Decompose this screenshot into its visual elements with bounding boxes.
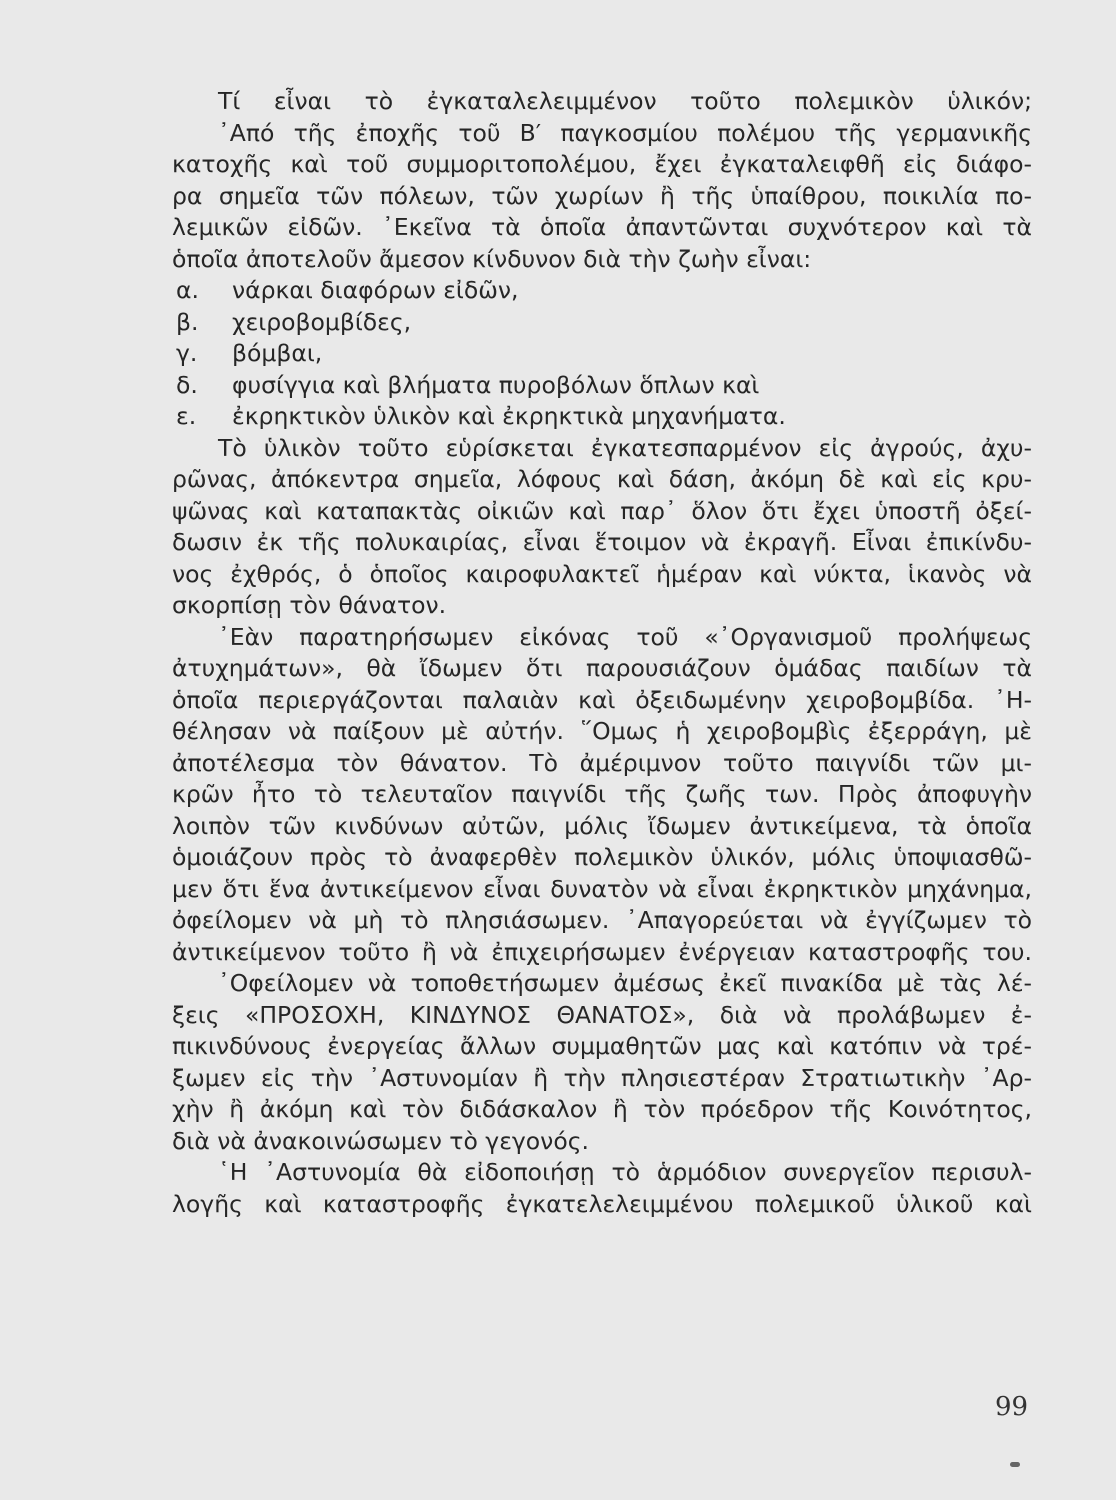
list-item-text: χειροβομβίδες, xyxy=(232,307,412,336)
text-line: νος ἐχθρός, ὁ ὁποῖος καιροφυλακτεῖ ἡμέραν καὶ νύκτα, ἱκανὸς νὰ xyxy=(172,559,1032,588)
text-line: διὰ νὰ ἀνακοινώσωμεν τὸ γεγονός. xyxy=(172,1126,589,1155)
list-item xyxy=(172,370,1032,402)
list-item-text: φυσίγγια καὶ βλήματα πυροβόλων ὅπλων καὶ xyxy=(232,370,760,399)
text-line: πικινδύνους ἐνεργείας ἄλλων συμμαθητῶν μας καὶ κατόπιν νὰ τρέ- xyxy=(172,1032,1032,1060)
text-line: λογῆς καὶ καταστροφῆς ἐγκατελελειμμένου πολεμικοῦ ὑλικοῦ καὶ xyxy=(172,1189,1032,1218)
text-line: δωσιν ἐκ τῆς πολυκαιρίας, εἶναι ἕτοιμον νὰ ἐκραγῆ. Εἶναι ἐπικίνδυ- xyxy=(172,528,1032,556)
text-line: ῾Η ᾽Αστυνομία θὰ εἰδοποιήσῃ τὸ ἁρμόδιον συνεργεῖον περισυλ- xyxy=(218,1158,1032,1186)
list-item-text: ἐκρηκτικὸν ὑλικὸν καὶ ἐκρηκτικὰ μηχανήματα. xyxy=(232,402,786,430)
text-line: ᾽Εὰν παρατηρήσωμεν εἰκόνας τοῦ «᾽Οργανισμοῦ προλήψεως xyxy=(218,622,1032,651)
list-marker: ε. xyxy=(176,402,197,430)
text-line: κρῶν ἦτο τὸ τελευταῖον παιγνίδι τῆς ζωῆς των. Πρὸς ἀποφυγὴν xyxy=(172,780,1032,808)
text-line: Τὸ ὑλικὸν τοῦτο εὑρίσκεται ἐγκατεσπαρμένον εἰς ἀγρούς, ἀχυ- xyxy=(218,433,1032,462)
list-marker: α. xyxy=(176,276,199,304)
text-line: ψῶνας καὶ καταπακτὰς οἰκιῶν καὶ παρ᾽ ὅλον ὅτι ἔχει ὑποστῆ ὀξεί- xyxy=(172,496,1032,525)
list-marker: γ. xyxy=(176,339,198,367)
text-line: λοιπὸν τῶν κινδύνων αὐτῶν, μόλις ἴδωμεν ἀντικείμενα, τὰ ὁποῖα xyxy=(172,811,1032,840)
text-line: ρῶνας, ἀπόκεντρα σημεῖα, λόφους καὶ δάση, ἀκόμη δὲ καὶ εἰς κρυ- xyxy=(172,465,1032,493)
list-item-text: βόμβαι, xyxy=(232,339,323,367)
text-line: ἀντικείμενον τοῦτο ἢ νὰ ἐπιχειρήσωμεν ἐνέργειαν καταστροφῆς του. xyxy=(172,937,1032,966)
text-line: θέλησαν νὰ παίξουν μὲ αὐτήν. ῞Ομως ἡ χειροβομβὶς ἐξερράγη, μὲ xyxy=(172,717,1032,745)
text-line: ἀτυχημάτων», θὰ ἴδωμεν ὅτι παρουσιάζουν ὁμάδας παιδίων τὰ xyxy=(172,654,1032,682)
text-line: ὁμοιάζουν πρὸς τὸ ἀναφερθὲν πολεμικὸν ὑλικόν, μόλις ὑποψιασθῶ- xyxy=(172,843,1032,871)
text-line: ὁποῖα ἀποτελοῦν ἄμεσον κίνδυνον διὰ τὴν ζωὴν εἶναι: xyxy=(172,244,812,273)
list-marker: β. xyxy=(176,307,199,336)
text-line: ὀφείλομεν νὰ μὴ τὸ πλησιάσωμεν. ᾽Απαγορεύεται νὰ ἐγγίζωμεν τὸ xyxy=(172,906,1032,934)
text-line: ἀποτέλεσμα τὸν θάνατον. Τὸ ἀμέριμνον τοῦτο παιγνίδι τῶν μι- xyxy=(172,748,1032,777)
text-line: ξεις «ΠΡΟΣΟΧΗ, ΚΙΝΔΥΝΟΣ ΘΑΝΑΤΟΣ», διὰ νὰ προλάβωμεν ἐ- xyxy=(172,1000,1032,1029)
text-line: σκορπίσῃ τὸν θάνατον. xyxy=(172,591,447,619)
list-item xyxy=(172,338,1032,370)
list-item xyxy=(172,275,1032,307)
text-line: ξωμεν εἰς τὴν ᾽Αστυνομίαν ἢ τὴν πλησιεστέραν Στρατιωτικὴν ᾽Αρ- xyxy=(172,1063,1032,1092)
list-item xyxy=(172,401,1032,433)
text-line: Τί εἶναι τὸ ἐγκαταλελειμμένον τοῦτο πολεμικὸν ὑλικόν; xyxy=(218,87,1032,115)
list-marker: δ. xyxy=(176,370,198,399)
text-line: χὴν ἢ ἀκόμη καὶ τὸν διδάσκαλον ἢ τὸν πρόεδρον τῆς Κοινότητος, xyxy=(172,1095,1032,1123)
text-line: μεν ὅτι ἕνα ἀντικείμενον εἶναι δυνατὸν νὰ εἶναι ἐκρηκτικὸν μηχάνημα, xyxy=(172,874,1032,903)
text-line: κατοχῆς καὶ τοῦ συμμοριτοπολέμου, ἔχει ἐγκαταλειφθῆ εἰς διάφο- xyxy=(172,150,1032,178)
body-text xyxy=(172,86,1032,1220)
text-line: λεμικῶν εἰδῶν. ᾽Εκεῖνα τὰ ὁποῖα ἀπαντῶνται συχνότερον καὶ τὰ xyxy=(172,213,1032,241)
list-item-text: νάρκαι διαφόρων εἰδῶν, xyxy=(232,276,519,304)
text-line: ᾽Οφείλομεν νὰ τοποθετήσωμεν ἀμέσως ἐκεῖ πινακίδα μὲ τὰς λέ- xyxy=(218,969,1032,997)
text-line: ὁποῖα περιεργάζονται παλαιὰν καὶ ὀξειδωμένην χειροβομβίδα. ᾽Η- xyxy=(172,685,1032,714)
page-number: 99 xyxy=(995,1392,1029,1422)
list-item xyxy=(172,307,1032,339)
ink-mark xyxy=(1010,1462,1020,1467)
text-line: ᾽Από τῆς ἐποχῆς τοῦ Β′ παγκοσμίου πολέμου τῆς γερμανικῆς xyxy=(218,118,1032,147)
text-line: ρα σημεῖα τῶν πόλεων, τῶν χωρίων ἢ τῆς ὑπαίθρου, ποικιλία πο- xyxy=(172,181,1032,210)
